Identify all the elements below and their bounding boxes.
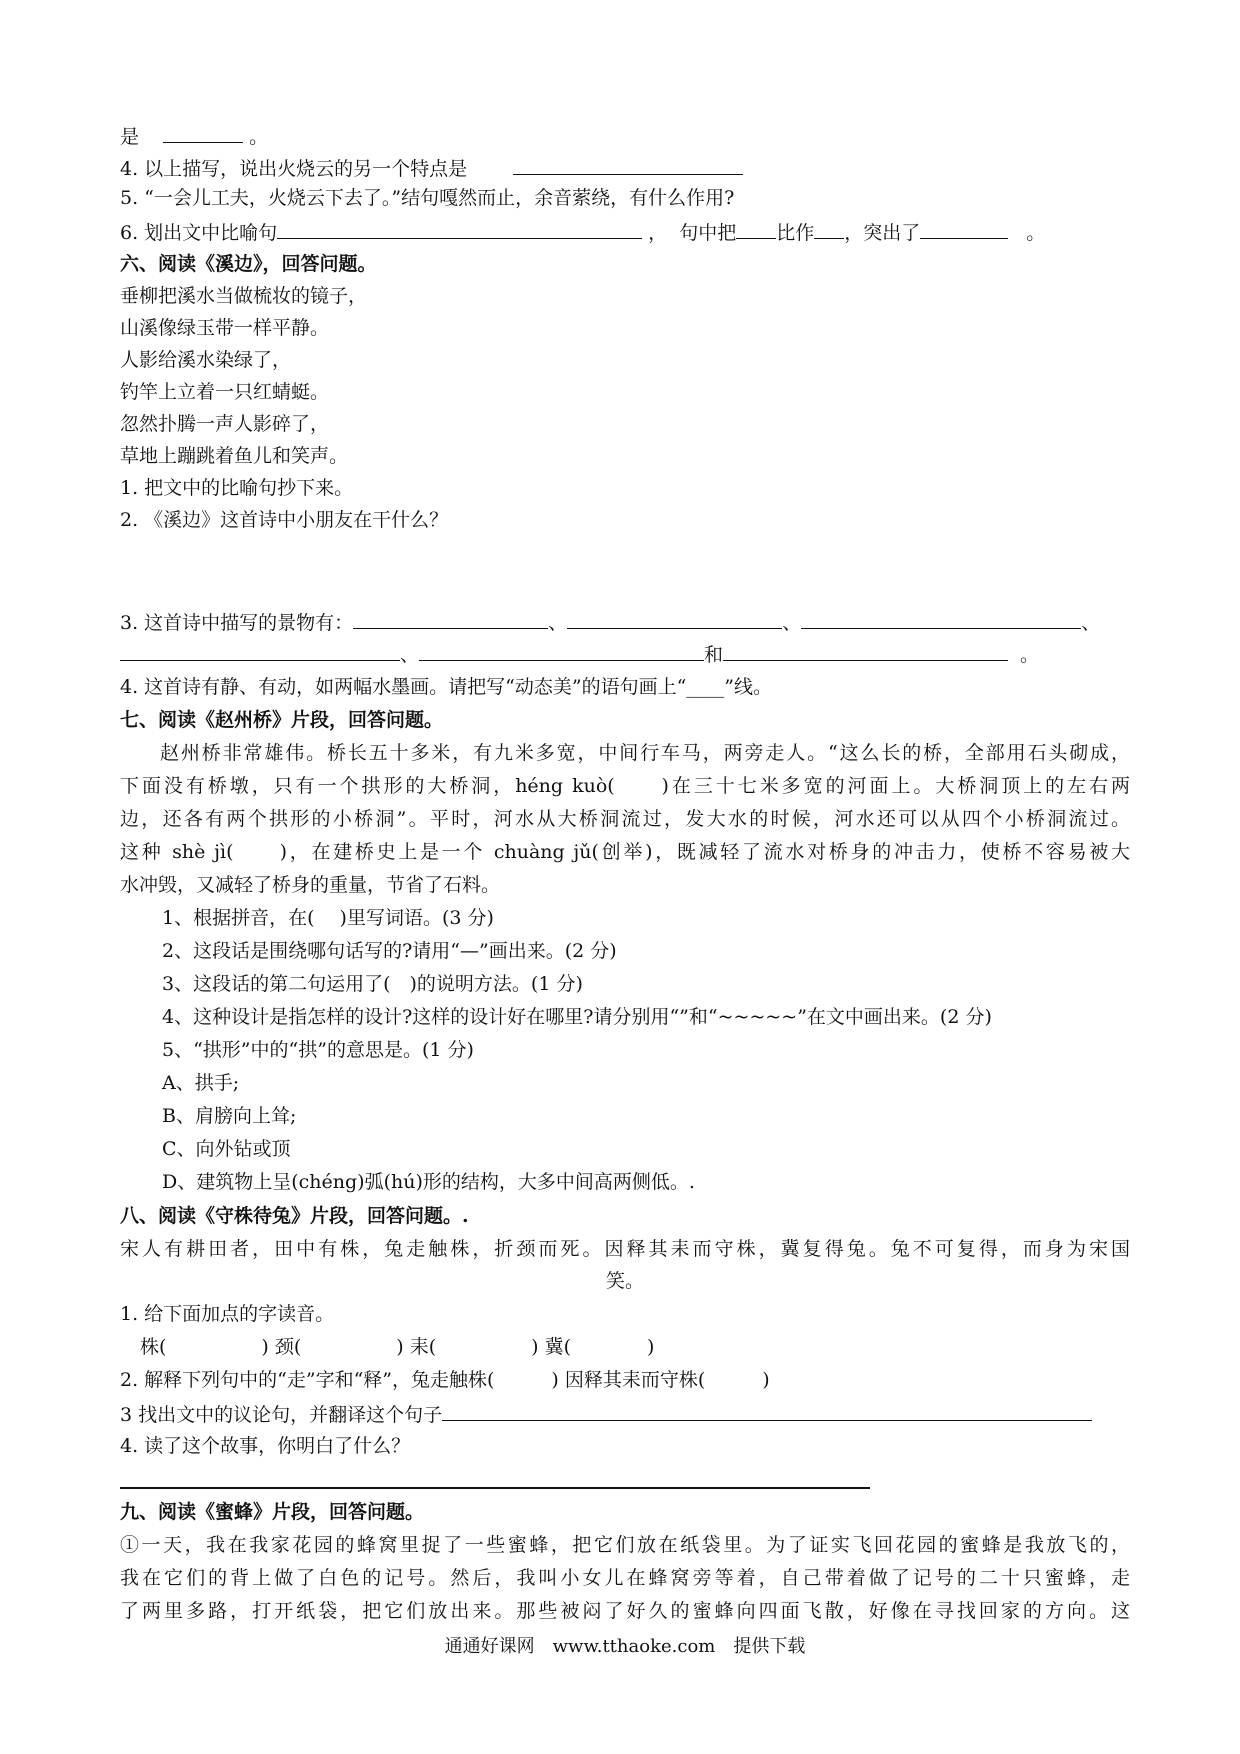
answer-blank[interactable] <box>120 640 400 661</box>
passage-line: 笑。 <box>605 1270 644 1292</box>
answer-blank[interactable] <box>442 1400 1092 1421</box>
s8-q4: 4. 读了这个故事，你明白了什么？ <box>120 1435 411 1457</box>
passage-line: 这种 shè jì( )，在建桥史上是一个 chuàng jǔ(创举)，既减轻了流水对桥身的冲击力，使桥不容易被大 <box>120 841 1130 863</box>
s7-q5: 5、“拱形”中的“拱”的意思是。(1 分) <box>162 1039 474 1061</box>
poem-line: 垂柳把溪水当做梳妆的镜子， <box>120 285 368 307</box>
passage-line: 赵州桥非常雄伟。桥长五十多米，有九米多宽，中间行车马，两旁走人。“这么长的桥，全部用石头砌成， <box>160 742 1130 764</box>
option-b: B、肩膀向上耸; <box>162 1105 297 1127</box>
passage-line: 水冲毁，又减轻了桥身的重量，节省了石料。 <box>120 874 501 896</box>
answer-blank[interactable] <box>513 154 743 175</box>
s8-q1: 1. 给下面加点的字读音。 <box>120 1303 335 1325</box>
passage-line: 我在它们的背上做了白色的记号。然后，我叫小女儿在蜂窝旁等着，自己带着做了记号的二十只蜜蜂，走 <box>120 1567 1130 1589</box>
answer-blank[interactable] <box>163 122 243 143</box>
section-9-title: 九、阅读《蜜蜂》片段，回答问题。 <box>120 1501 425 1523</box>
section-8-title: 八、阅读《守株待兔》片段，回答问题。. <box>120 1205 469 1227</box>
q5-5: 5. “一会儿工夫，火烧云下去了。”结句嘎然而止，余音萦绕，有什么作用? <box>120 187 735 209</box>
page-footer: 通通好课网 www.tthaoke.com 提供下载 <box>444 1636 806 1657</box>
q5-4: 4. 以上描写，说出火烧云的另一个特点是 <box>120 154 743 182</box>
answer-blank[interactable] <box>920 218 1008 239</box>
section-6-title: 六、阅读《溪边》，回答问题。 <box>120 253 377 275</box>
s7-q3: 3、这段话的第二句运用了( )的说明方法。(1 分) <box>162 973 583 995</box>
s7-q4: 4、这种设计是指怎样的设计?这样的设计好在哪里?请分别用“”和“~~~~~”在文中画出来。(2 分) <box>162 1006 992 1028</box>
answer-blank[interactable] <box>353 608 548 629</box>
answer-line[interactable] <box>120 1487 870 1489</box>
poem-line: 钓竿上立着一只红蜻蜓。 <box>120 381 330 403</box>
answer-blank[interactable] <box>277 218 642 239</box>
answer-blank[interactable] <box>736 218 776 239</box>
poem-line: 山溪像绿玉带一样平静。 <box>120 317 330 339</box>
option-d: D、建筑物上呈(chéng)弧(hú)形的结构，大多中间高两侧低。. <box>162 1171 695 1193</box>
section-7-title: 七、阅读《赵州桥》片段，回答问题。 <box>120 709 444 731</box>
passage-line: 边，还各有两个拱形的小桥洞”。平时，河水从大桥洞流过，发大水的时候，河水还可以从四个小桥洞流过。 <box>120 808 1130 830</box>
answer-blank[interactable] <box>801 608 1081 629</box>
poem-line: 草地上蹦跳着鱼儿和笑声。 <box>120 445 349 467</box>
q5-3-continuation: 是 。 <box>120 122 268 150</box>
poem-line: 人影给溪水染绿了， <box>120 349 292 371</box>
passage-line: ①一天，我在我家花园的蜂窝里捉了一些蜜蜂，把它们放在纸袋里。为了证实飞回花园的蜜蜂是我放飞的， <box>120 1534 1130 1556</box>
poem-line: 忽然扑腾一声人影碎了， <box>120 413 330 435</box>
s6-q4: 4. 这首诗有静、有动，如两幅水墨画。请把写“动态美”的语句画上“____”线。 <box>120 676 773 698</box>
s6-q2: 2. 《溪边》这首诗中小朋友在干什么？ <box>120 509 449 531</box>
s7-q2: 2、这段话是围绕哪句话写的?请用“—”画出来。(2 分) <box>162 940 617 962</box>
answer-blank[interactable] <box>419 640 704 661</box>
option-c: C、向外钻或顶 <box>162 1138 291 1160</box>
s8-q3: 3 找出文中的议论句，并翻译这个句子 <box>120 1400 1092 1428</box>
passage-line: 宋人有耕田者，田中有株，兔走触株，折颈而死。因释其耒而守株，冀复得兔。兔不可复得，而身为宋国 <box>120 1238 1130 1260</box>
answer-blank[interactable] <box>723 640 1008 661</box>
q5-6: 6. 划出文中比喻句 ， 句中把 比作 ，突出了 。 <box>120 218 1045 246</box>
answer-blank[interactable] <box>814 218 844 239</box>
s7-q1: 1、根据拼音，在( )里写词语。(3 分) <box>162 907 494 929</box>
answer-blank[interactable] <box>567 608 782 629</box>
option-a: A、拱手; <box>162 1072 240 1094</box>
s6-q3: 3. 这首诗中描写的景物有： 、 、 、 <box>120 608 1100 636</box>
s6-q1: 1. 把文中的比喻句抄下来。 <box>120 477 354 499</box>
passage-line: 下面没有桥墩，只有一个拱形的大桥洞，héng kuò( )在三十七米多宽的河面上。大桥洞顶上的左右两 <box>120 775 1130 797</box>
passage-line: 了两里多路，打开纸袋，把它们放出来。那些被闷了好久的蜜蜂向四面飞散，好像在寻找回家的方向。这 <box>120 1600 1130 1622</box>
s8-q2: 2. 解释下列句中的“走”字和“释”，兔走触株( ) 因释其耒而守株( ) <box>120 1369 770 1391</box>
s8-q1-items: 株( ) 颈( ) 耒( ) 冀( ) <box>140 1336 655 1358</box>
s6-q3-cont: 、 和 。 <box>120 640 1039 668</box>
